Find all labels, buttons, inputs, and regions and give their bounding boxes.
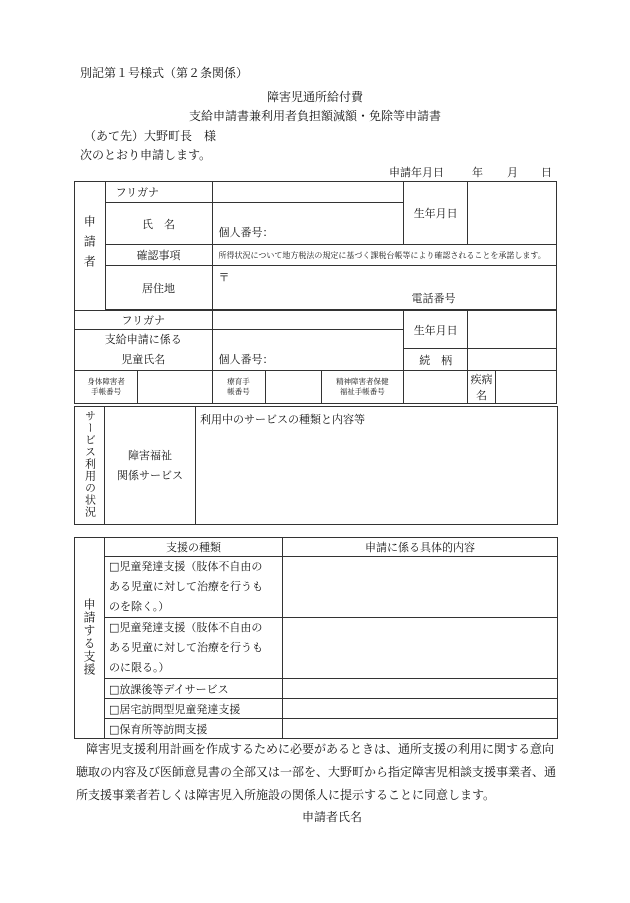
- applicant-birthdate-label: 生年月日: [404, 182, 468, 245]
- rehab-cert-label-line2: 帳番号: [227, 387, 250, 396]
- consent-line-2: 聴取の内容及び医師意見書の全部又は一部を、大野町から指定障害児相談支援事業者、通: [76, 765, 557, 779]
- support-item-2-line1: □児童発達支援（肢体不自由の: [109, 621, 263, 634]
- support-item-1-detail[interactable]: [283, 557, 558, 618]
- date-day: 日: [541, 166, 552, 179]
- support-item-3-detail[interactable]: [283, 679, 558, 699]
- page-subtitle: 支給申請書兼利用者負担額減額・免除等申請書: [188, 109, 441, 123]
- physical-cert-label-line1: 身体障害者: [87, 377, 125, 386]
- confirm-label: 確認事項: [105, 245, 212, 266]
- confirm-text: 所得状況について地方税法の規定に基づく課税台帳等により確認されることを承諾します。: [212, 245, 556, 266]
- service-content-label: 利用中のサービスの種類と内容等: [200, 413, 365, 426]
- physical-cert-label-line2: 手帳番号: [91, 387, 122, 396]
- addressee: （あて先）大野町長 様: [84, 129, 217, 143]
- support-item-1[interactable]: [105, 557, 283, 618]
- support-section-label: 申請する支援: [75, 538, 105, 739]
- date-label: 申請年月日: [389, 166, 444, 179]
- child-name-label: [75, 330, 213, 371]
- support-table: [74, 537, 558, 739]
- applicant-birthdate-field[interactable]: [468, 182, 557, 245]
- relationship-label: 続 柄: [404, 349, 468, 371]
- child-personal-number-label: 個人番号：: [218, 353, 274, 366]
- support-type-header: 支援の種類: [105, 538, 283, 557]
- support-item-1-line3: のを除く。）: [109, 600, 170, 613]
- date-month: 月: [507, 166, 518, 179]
- mental-cert-label: [321, 371, 404, 404]
- support-item-1-line1: □児童発達支援（肢体不自由の: [109, 560, 263, 573]
- form-label: 別記第１号様式（第２条関係）: [80, 66, 249, 80]
- child-name-label-line1: 支給申請に係る: [104, 333, 182, 346]
- physical-cert-field[interactable]: [138, 371, 212, 404]
- disease-label: 疾病名: [468, 371, 496, 404]
- mental-cert-field[interactable]: [404, 371, 468, 404]
- support-detail-header: 申請に係る具体的内容: [283, 538, 558, 557]
- support-item-4[interactable]: □居宅訪問型児童発達支援: [105, 699, 283, 719]
- service-status-table: [74, 406, 558, 525]
- intro-text: 次のとおり申請します。: [80, 148, 212, 162]
- support-item-5-detail[interactable]: [283, 719, 558, 739]
- date-year: 年: [472, 166, 483, 179]
- service-category-line1: 障害福祉: [128, 448, 172, 462]
- service-category-line2: 関係サービス: [117, 468, 183, 482]
- child-furigana-field[interactable]: [212, 311, 404, 330]
- applicant-name-field[interactable]: [212, 203, 404, 245]
- support-item-2-line2: ある児童に対して治療を行うも: [109, 641, 263, 654]
- disease-field[interactable]: [495, 371, 556, 404]
- phone-label: 電話番号: [411, 292, 456, 305]
- applicant-name-label: 氏 名: [105, 203, 212, 245]
- consent-line-3: 所支援事業者若しくは障害児入所施設の関係人に提示することに同意します。: [76, 788, 496, 802]
- applicant-furigana-label: フリガナ: [105, 182, 212, 203]
- child-name-label-line2: 児童氏名: [121, 353, 166, 366]
- support-item-1-line2: ある児童に対して治療を行うも: [109, 580, 263, 593]
- rehab-cert-label-line1: 療育手: [227, 377, 250, 386]
- support-item-2-line3: のに限る。）: [109, 661, 170, 674]
- rehab-cert-label: [212, 371, 265, 404]
- service-content-field[interactable]: [196, 407, 558, 525]
- service-status-section-label: サービス利用の状況: [75, 407, 105, 525]
- applicant-furigana-field[interactable]: [212, 182, 404, 203]
- address-label: 居住地: [105, 266, 212, 310]
- mental-cert-label-line1: 精神障害者保健: [336, 377, 389, 386]
- applicant-section-label: 申請者: [75, 182, 106, 311]
- support-item-4-detail[interactable]: [283, 699, 558, 719]
- consent-line-1: 障害児支援利用計画を作成するために必要があるときは、通所支援の利用に関する意向: [86, 742, 555, 756]
- postal-mark: 〒: [218, 271, 230, 284]
- address-field[interactable]: [212, 266, 556, 310]
- support-item-3[interactable]: □放課後等デイサービス: [105, 679, 283, 699]
- child-birthdate-label: 生年月日: [404, 311, 468, 349]
- child-birthdate-field[interactable]: [468, 311, 557, 349]
- applicant-personal-number-label: 個人番号：: [218, 226, 274, 239]
- physical-cert-label: [75, 371, 138, 404]
- mental-cert-label-line2: 福祉手帳番号: [339, 387, 385, 396]
- page-title: 障害児通所給付費: [266, 90, 363, 104]
- child-furigana-label: フリガナ: [75, 311, 213, 330]
- support-item-2-detail[interactable]: [283, 618, 558, 679]
- rehab-cert-field[interactable]: [265, 371, 321, 404]
- relationship-field[interactable]: [468, 349, 557, 371]
- support-item-5[interactable]: □保育所等訪問支援: [105, 719, 283, 739]
- signature-label: 申請者氏名: [302, 810, 363, 824]
- service-category-label: [105, 407, 196, 525]
- applicant-table: [74, 181, 557, 404]
- support-item-2[interactable]: [105, 618, 283, 679]
- child-name-field[interactable]: [212, 330, 404, 371]
